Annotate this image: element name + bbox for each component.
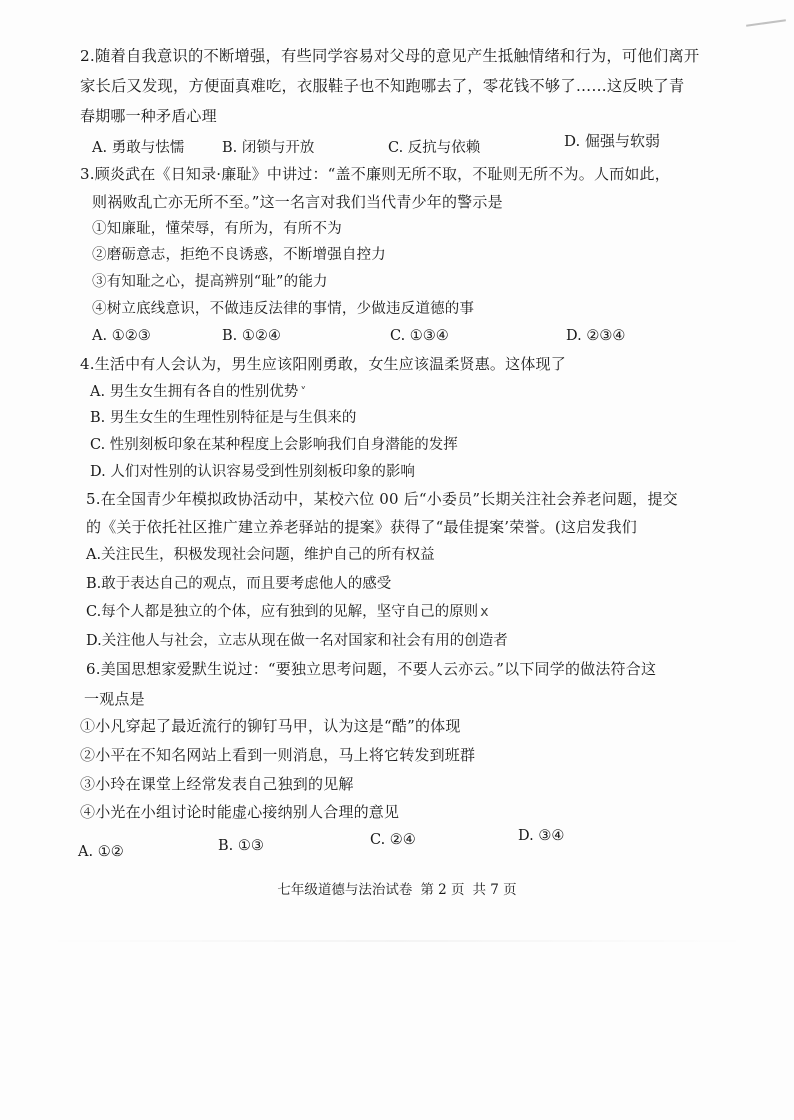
q5-stem-line-2: 的《关于依托社区推广建立养老驿站的提案》获得了“最佳提案’荣誉。(这启发我们 bbox=[86, 518, 637, 536]
q5-stem-line-1: 5.在全国青少年模拟政协活动中，某校六位 00 后“小委员”长期关注社会养老问题，提交 bbox=[86, 490, 678, 508]
q6-option-b: B. ①③ bbox=[218, 838, 264, 854]
q3-stem-line-1: 3.顾炎武在《日知录·廉耻》中讲过：“盖不廉则无所不取，不耻则无所不为。人而如此， bbox=[80, 165, 670, 183]
q3-option-a: A. ①②③ bbox=[92, 328, 151, 344]
q3-item-1: ①知廉耻，懂荣辱，有所为，有所不为 bbox=[92, 221, 342, 237]
footer-page-number: 第 2 页 bbox=[420, 882, 465, 898]
q2-option-a: A. 勇敢与怯懦 bbox=[92, 140, 185, 156]
q4-option-b: B. 男生女生的生理性别特征是与生俱来的 bbox=[90, 410, 357, 426]
q3-option-d: D. ②③④ bbox=[566, 328, 626, 344]
q2-stem-line-1: 2.随着自我意识的不断增强，有些同学容易对父母的意见产生抵触情绪和行为，可他们离开 bbox=[80, 47, 700, 65]
q6-stem-line-1: 6.美国思想家爱默生说过：“要独立思考问题，不要人云亦云。”以下同学的做法符合这 bbox=[86, 660, 657, 678]
footer-title: 七年级道德与法治试卷 bbox=[277, 882, 413, 898]
q4-option-a-text: A. 男生女生拥有各自的性别优势 bbox=[90, 384, 299, 400]
q5-option-c-text: C.每个人都是独立的个体，应有独到的见解，坚守自己的原则 bbox=[86, 604, 479, 620]
q4-option-a-mark: ˅ bbox=[300, 385, 307, 399]
q2-option-c: C. 反抗与依赖 bbox=[388, 140, 481, 156]
q6-item-2: ②小平在不知名网站上看到一则消息，马上将它转发到班群 bbox=[80, 746, 476, 764]
q6-option-d: D. ③④ bbox=[518, 828, 565, 844]
q3-option-c: C. ①③④ bbox=[390, 328, 449, 344]
q6-stem-line-2: 一观点是 bbox=[84, 690, 145, 708]
q5-option-c-mark: x bbox=[480, 604, 489, 620]
q6-item-3: ③小玲在课堂上经常发表自己独到的见解 bbox=[80, 775, 354, 793]
q5-option-d: D.关注他人与社会，立志从现在做一名对国家和社会有用的创造者 bbox=[86, 633, 508, 649]
q6-option-a: A. ①② bbox=[78, 844, 124, 860]
footer-total-pages: 共 7 页 bbox=[472, 882, 517, 898]
q6-item-4: ④小光在小组讨论时能虚心接纳别人合理的意见 bbox=[80, 803, 400, 821]
q2-stem-line-2: 家长后又发现，方便面真难吃，衣服鞋子也不知跑哪去了，零花钱不够了……这反映了青 bbox=[80, 77, 685, 95]
q4-option-d: D. 人们对性别的认识容易受到性别刻板印象的影响 bbox=[90, 464, 415, 480]
q3-option-b: B. ①②④ bbox=[222, 328, 281, 344]
q3-item-3: ③有知耻之心，提高辨别“耻”的能力 bbox=[92, 274, 328, 290]
q3-item-2: ②磨砺意志，拒绝不良诱惑，不断增强自控力 bbox=[92, 247, 386, 263]
q6-item-1: ①小凡穿起了最近流行的铆钉马甲，认为这是“酷”的体现 bbox=[80, 717, 461, 735]
q5-option-c bbox=[86, 602, 488, 622]
q6-option-c: C. ②④ bbox=[370, 832, 416, 848]
scan-bottom-edge bbox=[40, 940, 754, 942]
page-footer bbox=[0, 878, 794, 898]
q3-item-4: ④树立底线意识，不做违反法律的事情，少做违反道德的事 bbox=[92, 301, 475, 317]
q4-stem-line-1: 4.生活中有人会认为，男生应该阳刚勇敢，女生应该温柔贤惠。这体现了 bbox=[80, 355, 566, 373]
q4-option-a bbox=[90, 382, 306, 402]
q4-option-c: C. 性别刻板印象在某种程度上会影响我们自身潜能的发挥 bbox=[90, 437, 458, 453]
q2-stem-line-3: 春期哪一种矛盾心理 bbox=[80, 107, 217, 125]
q3-stem-line-2: 则祸败乱亡亦无所不至。”这一名言对我们当代青少年的警示是 bbox=[92, 193, 503, 211]
q2-option-d: D. 倔强与软弱 bbox=[564, 132, 661, 150]
q5-option-a: A.关注民生，积极发现社会问题，维护自己的所有权益 bbox=[86, 547, 435, 563]
scan-artifact bbox=[734, 0, 794, 40]
q5-option-b: B.敢于表达自己的观点，而且要考虑他人的感受 bbox=[86, 576, 392, 592]
q2-option-b: B. 闭锁与开放 bbox=[222, 140, 315, 156]
